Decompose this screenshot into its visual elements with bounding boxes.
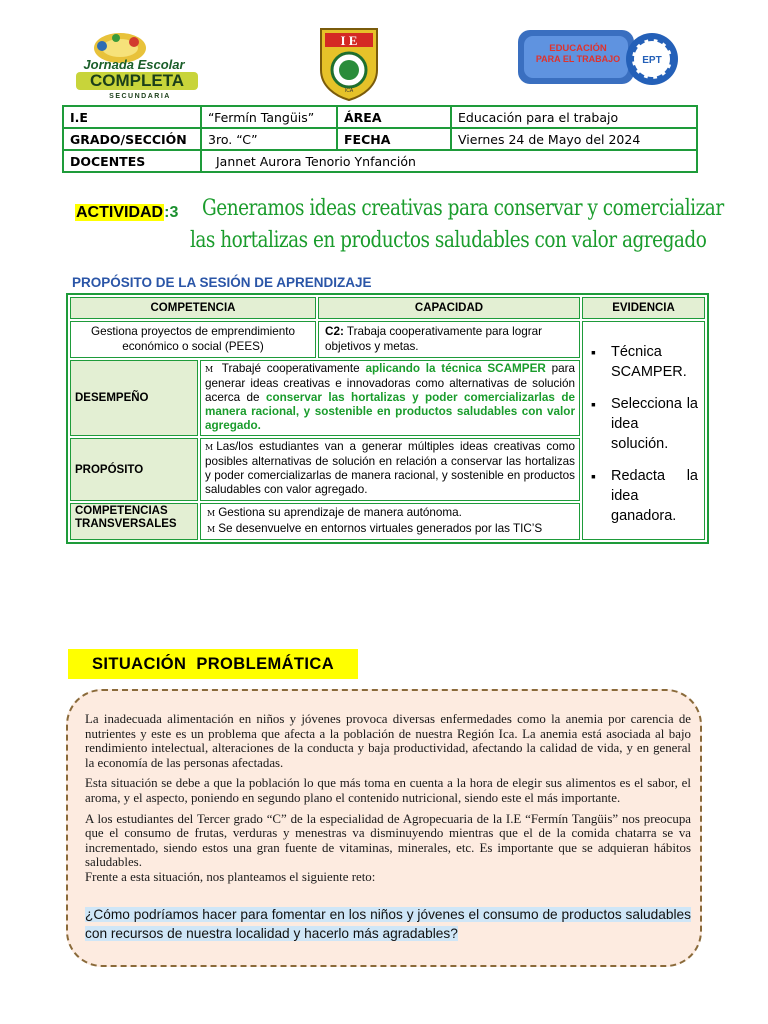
evidence-list bbox=[587, 342, 698, 526]
svg-text:COMPLETA: COMPLETA bbox=[89, 71, 185, 90]
docentes-value: Jannet Aurora Tenorio Ynfanción bbox=[201, 150, 697, 172]
competencia-cell: Gestiona proyectos de emprendimiento económico o social (PEES) bbox=[70, 321, 316, 358]
challenge-question-text: ¿Cómo podríamos hacer para fomentar en los niños y jóvenes el consumo de productos saludables con recursos de nuestra localidad y hacerlo más agradables? bbox=[85, 907, 691, 941]
purpose-heading: PROPÓSITO DE LA SESIÓN DE APRENDIZAJE bbox=[72, 275, 372, 290]
transversal-text: Gestiona su aprendizaje de manera autónoma. bbox=[218, 506, 462, 520]
grado-value: 3ro. “C” bbox=[201, 128, 337, 150]
capacidad-cell bbox=[318, 321, 580, 358]
ie-label: I.E bbox=[63, 106, 201, 128]
jornada-escolar-completa-logo bbox=[72, 30, 202, 100]
situation-paragraph: Frente a esta situación, nos planteamos el siguiente reto: bbox=[85, 869, 376, 884]
competence-table bbox=[66, 293, 709, 544]
transversal-item bbox=[207, 505, 575, 521]
situation-paragraph: A los estudiantes del Tercer grado “C” de la especialidad de Agropecuaria de la I.E “Fermín Tangüis” nos preocupa que el consumo de frutas, verduras y menestras va disminuyendo mientras que el de la comida chatarra se va incrementado, siendo estos una gran fuente de vitaminas, minerales, etc. Es importante que se adquieran hábitos saludables. bbox=[85, 811, 691, 870]
activity-label-text: ACTIVIDAD bbox=[76, 204, 164, 221]
area-value: Educación para el trabajo bbox=[451, 106, 697, 128]
bullet-marker: M bbox=[207, 509, 216, 519]
situation-title: SITUACIÓN PROBLEMÁTICA bbox=[92, 655, 335, 673]
situation-paragraph: Esta situación se debe a que la población lo que más toma en cuenta a la hora de elegir sus alimentos es el sabor, el aroma, y el aspecto, poniendo en segundo plano el contenido nutricional, siendo este el más importante. bbox=[85, 776, 691, 805]
docentes-label: DOCENTES bbox=[63, 150, 201, 172]
proposito-text: Las/los estudiantes van a generar múltiples ideas creativas como posibles alternativas de solución en relación a conservar las hortalizas y poder comercializarlas de manera racional, y sostenible en productos saludables con valor agregado. bbox=[205, 440, 575, 497]
activity-label bbox=[75, 204, 178, 222]
svg-text:I E: I E bbox=[340, 33, 358, 48]
competencia-header: COMPETENCIA bbox=[70, 297, 316, 319]
svg-text:EPT: EPT bbox=[642, 55, 662, 66]
area-label: ÁREA bbox=[337, 106, 451, 128]
svg-text:Jornada Escolar: Jornada Escolar bbox=[83, 57, 185, 72]
desempeno-label: DESEMPEÑO bbox=[70, 360, 198, 436]
situation-text bbox=[85, 712, 691, 885]
challenge-question bbox=[85, 905, 691, 943]
proposito-cell bbox=[200, 438, 580, 501]
desempeno-highlight-1: aplicando la técnica SCAMPER bbox=[365, 361, 546, 375]
session-info-table bbox=[62, 105, 698, 173]
evidence-item: ▪ Selecciona la idea solución. bbox=[591, 394, 698, 454]
educacion-para-el-trabajo-logo bbox=[516, 24, 680, 94]
svg-text:PARA EL TRABAJO: PARA EL TRABAJO bbox=[535, 54, 621, 64]
capacidad-code: C2: bbox=[325, 325, 344, 339]
transversal-text: Se desenvuelve en entornos virtuales generados por las TIC’S bbox=[218, 522, 543, 536]
evidencia-header: EVIDENCIA bbox=[582, 297, 705, 319]
activity-title-line-2: las hortalizas en productos saludables con valor agregado bbox=[190, 228, 707, 253]
svg-text:SECUNDARIA: SECUNDARIA bbox=[109, 93, 171, 100]
desempeno-text-2: para generar ideas creativas e innovadoras como alternativas de solución acerca de bbox=[205, 361, 575, 404]
school-shield-logo bbox=[318, 26, 380, 102]
activity-number: :3 bbox=[164, 204, 179, 221]
desempeno-highlight-2: conservar las hortalizas y poder comercializarlas de manera racional, y sostenible en productos saludables con valor agregado. bbox=[205, 390, 576, 432]
ie-value: “Fermín Tangüis” bbox=[201, 106, 337, 128]
transversales-label: COMPETENCIAS TRANSVERSALES bbox=[70, 503, 198, 540]
activity-title-line-1: Generamos ideas creativas para conservar y comercializar bbox=[202, 196, 724, 221]
svg-text:EDUCACIÓN: EDUCACIÓN bbox=[549, 43, 607, 54]
evidence-item: ▪ Redacta la idea ganadora. bbox=[591, 466, 698, 526]
fecha-value: Viernes 24 de Mayo del 2024 bbox=[451, 128, 697, 150]
evidence-item: ▪ Técnica SCAMPER. bbox=[591, 342, 698, 382]
bullet-marker: M bbox=[205, 443, 214, 453]
desempeno-cell bbox=[200, 360, 580, 436]
transversal-item bbox=[207, 521, 575, 537]
fecha-label: FECHA bbox=[337, 128, 451, 150]
svg-text:ICA: ICA bbox=[344, 88, 354, 94]
capacidad-text: Trabaja cooperativamente para lograr objetivos y metas. bbox=[325, 325, 543, 354]
evidencia-cell bbox=[582, 321, 705, 540]
situation-paragraph: La inadecuada alimentación en niños y jóvenes provoca diversas enfermedades como la anemia por carencia de nutrientes y este es un problema que afecta a la población de nuestra Región Ica. La anemia está asociada al bajo rendimiento intelectual, alteraciones de la conducta y baja productividad, afectando la calidad de vida, y en general la economía de las personas afectadas. bbox=[85, 712, 691, 770]
desempeno-text-1: Trabajé cooperativamente bbox=[221, 361, 360, 375]
bullet-marker: M bbox=[205, 364, 214, 374]
grado-label: GRADO/SECCIÓN bbox=[63, 128, 201, 150]
capacidad-header: CAPACIDAD bbox=[318, 297, 580, 319]
bullet-marker: M bbox=[207, 525, 216, 535]
transversales-cell bbox=[200, 503, 580, 540]
proposito-label: PROPÓSITO bbox=[70, 438, 198, 501]
